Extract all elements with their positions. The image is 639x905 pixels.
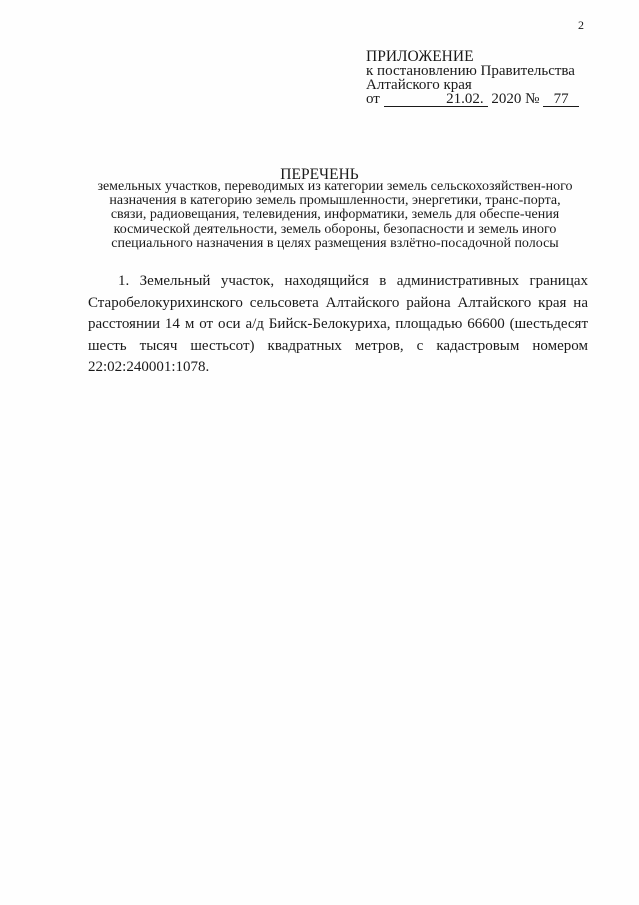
number-value: 77 (543, 93, 579, 107)
list-item: 1. Земельный участок, находящийся в административных границах Старобелокурихинского сельсовета Алтайского района Алтайского края на расстоянии 14 м от оси а/д Бийск-Белокуриха, площадью 66600 (шестьдесят шесть тысяч шестьсот) квадратных метров, с кадастровым номером 22:02:240001:1078. (88, 273, 588, 375)
document-heading: ПЕРЕЧЕНЬ (280, 166, 359, 183)
date-year: 2020 (491, 91, 522, 107)
date-prefix: от (366, 91, 380, 107)
document-subheading: земельных участков, переводимых из категории земель сельскохозяйствен-ного назначения в категорию земель промышленности, энергетики, транс-порта, связи, радиовещания, телевидения, информатики, земель для обеспе-чения космической деятельности, земель обороны, безопасности и земель иного специального назначения в целях размещения взлётно-посадочной полосы (97, 179, 573, 251)
appendix-block (366, 50, 626, 107)
date-value: 21.02. (384, 93, 488, 107)
appendix-line-1: к постановлению Правительства (366, 63, 575, 79)
number-sign: № (525, 91, 540, 107)
page-number: 2 (578, 18, 584, 32)
appendix-date-line (366, 92, 626, 107)
appendix-line-2: Алтайского края (366, 77, 472, 93)
appendix-title: ПРИЛОЖЕНИЕ (366, 48, 474, 65)
